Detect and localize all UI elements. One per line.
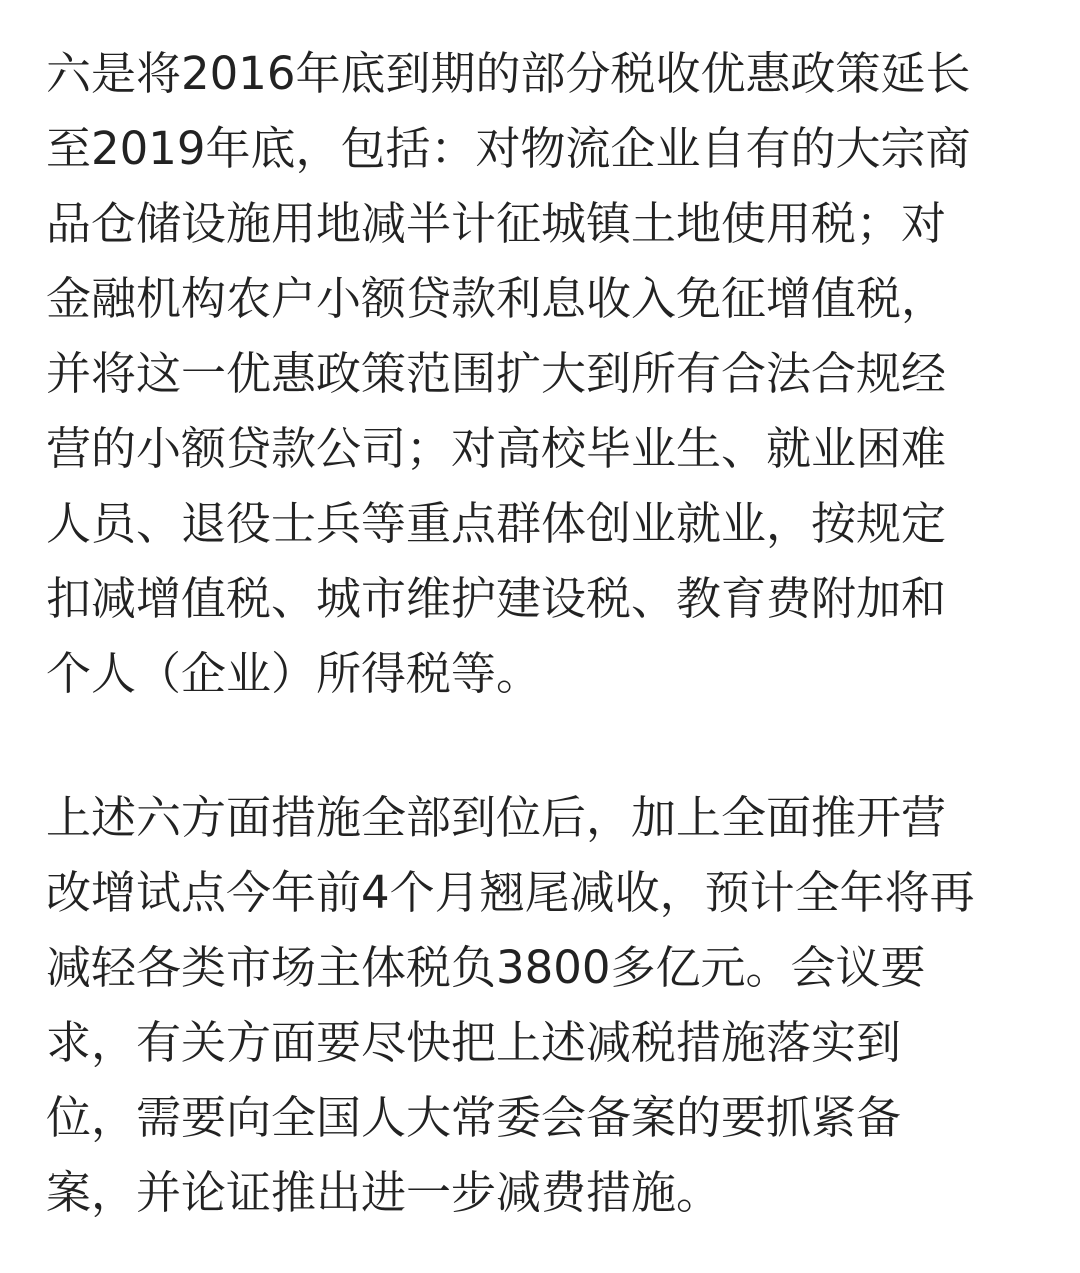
text-line: 金融机构农户小额贷款利息收入免征增值税， xyxy=(46,272,947,325)
paragraph-tax-policy-extension xyxy=(46,36,1046,711)
text-line: 扣减增值税、城市维护建设税、教育费附加和 xyxy=(46,572,947,625)
text-line: 个人（企业）所得税等。 xyxy=(46,647,542,700)
text-line: 改增试点今年前4个月翘尾减收，预计全年将再 xyxy=(46,866,975,919)
text-line: 位，需要向全国人大常委会备案的要抓紧备 xyxy=(46,1091,902,1144)
text-line: 并将这一优惠政策范围扩大到所有合法合规经 xyxy=(46,347,947,400)
text-line: 减轻各类市场主体税负3800多亿元。会议要 xyxy=(46,941,926,994)
text-line: 营的小额贷款公司；对高校毕业生、就业困难 xyxy=(46,422,947,475)
paragraph-spacer xyxy=(46,711,1046,780)
paragraph-tax-reduction-summary xyxy=(46,780,1046,1230)
text-line: 人员、退役士兵等重点群体创业就业，按规定 xyxy=(46,497,947,550)
text-line: 案，并论证推出进一步减费措施。 xyxy=(46,1166,722,1219)
text-line: 至2019年底，包括：对物流企业自有的大宗商 xyxy=(46,122,971,175)
article-body xyxy=(46,36,1046,1230)
text-line: 六是将2016年底到期的部分税收优惠政策延长 xyxy=(46,47,971,100)
text-line: 求，有关方面要尽快把上述减税措施落实到 xyxy=(46,1016,902,1069)
text-line: 品仓储设施用地减半计征城镇土地使用税；对 xyxy=(46,197,947,250)
text-line: 上述六方面措施全部到位后，加上全面推开营 xyxy=(46,791,947,844)
